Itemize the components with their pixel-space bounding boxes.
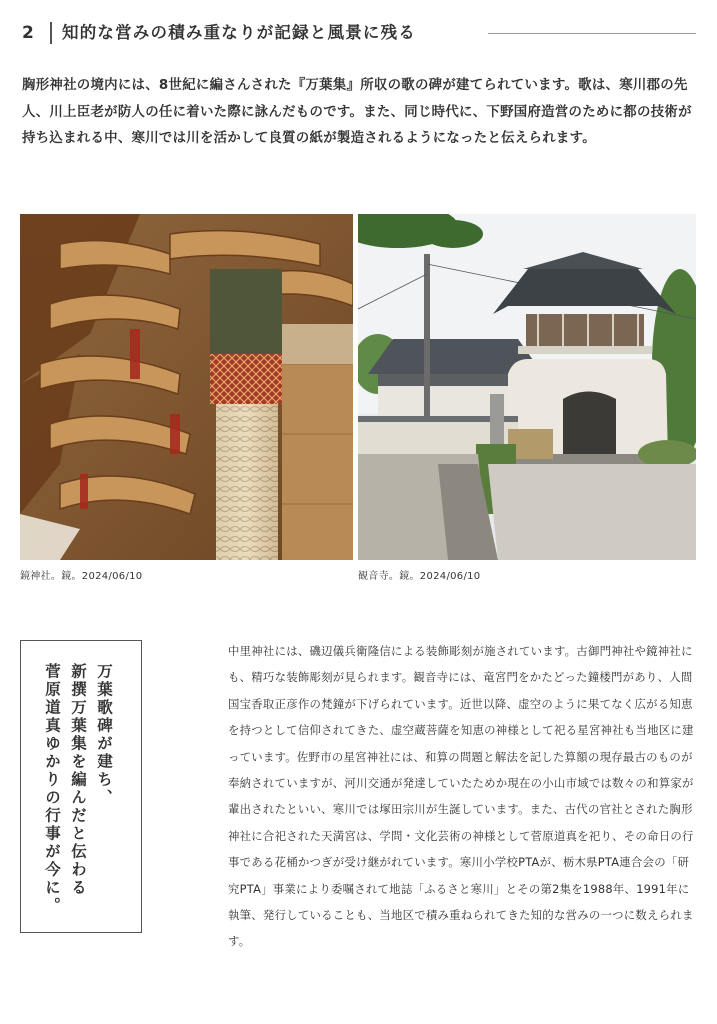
vertical-callout-box bbox=[20, 640, 142, 933]
section-divider-bar bbox=[50, 22, 52, 44]
photo-caption-temple: 観音寺。鏡。2024/06/10 bbox=[358, 571, 481, 582]
section-header bbox=[20, 20, 696, 46]
body-paragraph: 中里神社には、磯辺儀兵衛隆信による装飾彫刻が施されています。古御門神社や鏡神社にも、精巧な装飾彫刻が見られます。観音寺には、竜宮門をかたどった鐘楼門があり、人間国宝香取正彦作の梵鐘が下げられています。近世以降、虚空のように果てなく広がる知恵を持つとして信仰されてきた、虚空蔵菩薩を知恵の神様として祀る星宮神社も当地区に建っています。佐野市の星宮神社には、和算の問題と解法を記した算額の現存最古のものが奉納されていますが、河川交通が発達していたためか現在の小山市域では数々の和算家が輩出されたといい、寒川では塚田宗川が生誕しています。また、古代の官社とされた胸形神社に合祀された天満宮は、学問・文化芸術の神様として菅原道真を祀り、その命日の行事である花桶かつぎが受け継がれています。寒川小学校PTAが、栃木県PTA連合会の「研究PTA」事業により委嘱されて地誌「ふるさと寒川」とその第2集を1988年、1991年に執筆、発行していることも、当地区で積み重ねられてきた知的な営みの一つに数えられます。 bbox=[228, 644, 694, 949]
lead-paragraph: 胸形神社の境内には、8世紀に編さんされた『万葉集』所収の歌の碑が建てられています。歌は、寒川郡の先人、川上臣老が防人の任に着いた際に詠んだものです。また、同じ時代に、下野国府造営のために都の技術が持ち込まれる中、寒川では川を活かして良質の紙が製造されるようになったと伝えられます。 bbox=[22, 78, 692, 146]
callout-line-3: 菅原道真ゆかりの行事が今に。 bbox=[43, 663, 61, 915]
photo-caption-shrine: 鏡神社。鏡。2024/06/10 bbox=[20, 571, 143, 582]
header-rule bbox=[488, 33, 696, 34]
vertical-callout-text bbox=[39, 663, 117, 918]
callout-line-2: 新撰万葉集を編んだと伝わる bbox=[69, 663, 87, 897]
callout-line-1: 万葉歌碑が建ち、 bbox=[95, 663, 113, 807]
shrine-carving-image bbox=[20, 214, 353, 560]
photo-shrine-carving bbox=[20, 214, 353, 560]
section-title: 知的な営みの積み重なりが記録と風景に残る bbox=[62, 23, 416, 42]
section-number: 2 bbox=[22, 23, 34, 43]
temple-gate-image bbox=[358, 214, 696, 560]
photo-temple-gate bbox=[358, 214, 696, 560]
